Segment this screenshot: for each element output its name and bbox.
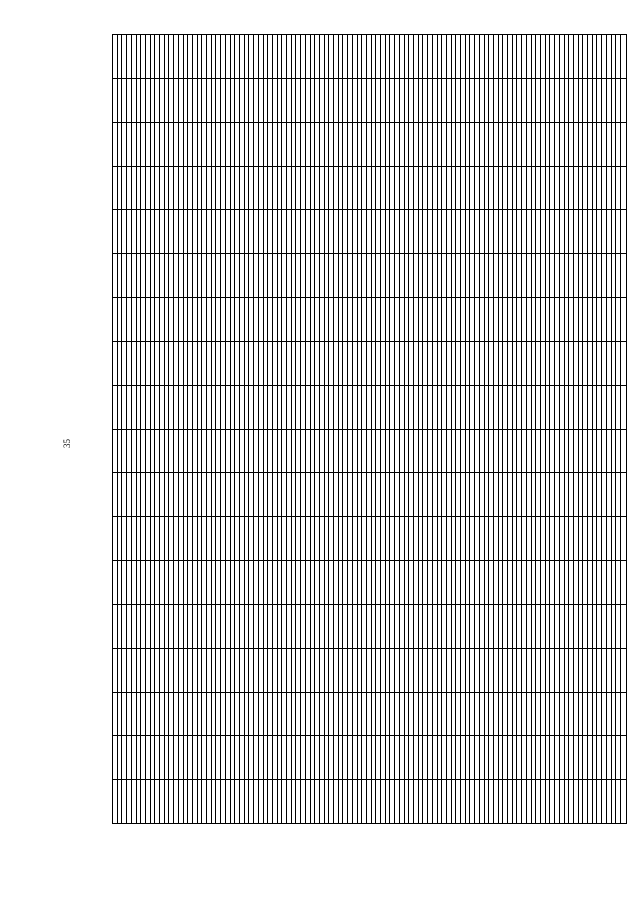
cell-category [620, 341, 626, 385]
cell-entrances [620, 517, 626, 561]
cell-no [620, 780, 626, 824]
cell-area-total [620, 473, 626, 517]
cell-fund-share [620, 166, 626, 210]
cell-floors [620, 561, 626, 605]
cell-cost-total [620, 210, 626, 254]
cell-wall-material [620, 604, 626, 648]
cell-year-renov [620, 648, 626, 692]
cell-address [620, 736, 626, 780]
cell-mgmt-type [620, 298, 626, 342]
cell-owners-share [620, 122, 626, 166]
cell-contractor [620, 254, 626, 298]
cell-year-built [620, 692, 626, 736]
cell-area-living [620, 429, 626, 473]
table-body [113, 35, 627, 824]
data-table [112, 34, 627, 824]
page-number: 35 [62, 439, 72, 448]
table-row [620, 35, 626, 824]
cell-unit-cost [620, 78, 626, 122]
cell-limit-cost [620, 35, 626, 79]
rotated-table-container [112, 34, 627, 824]
cell-residents [620, 385, 626, 429]
